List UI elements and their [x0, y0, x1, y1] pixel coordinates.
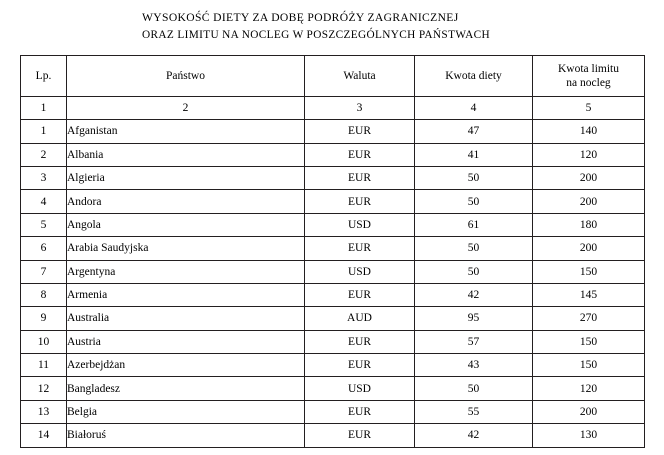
- cell-country: Angola: [67, 213, 305, 236]
- cell-diet: 50: [415, 166, 533, 189]
- cell-country: Afganistan: [67, 120, 305, 143]
- cell-diet: 61: [415, 213, 533, 236]
- header-limit-line-2: na nocleg: [566, 77, 611, 90]
- cell-lp: 14: [21, 424, 67, 447]
- cell-lp: 4: [21, 190, 67, 213]
- cell-diet: 57: [415, 330, 533, 353]
- table-row: [21, 377, 645, 400]
- table-row: [21, 166, 645, 189]
- cell-currency: EUR: [305, 330, 415, 353]
- cell-country: Armenia: [67, 283, 305, 306]
- cell-limit: 120: [533, 377, 645, 400]
- cell-diet: 50: [415, 237, 533, 260]
- cell-country: Austria: [67, 330, 305, 353]
- cell-lp: 11: [21, 354, 67, 377]
- table-row: [21, 283, 645, 306]
- cell-currency: EUR: [305, 237, 415, 260]
- cell-limit: 140: [533, 120, 645, 143]
- cell-country: Belgia: [67, 400, 305, 423]
- cell-country: Azerbejdżan: [67, 354, 305, 377]
- cell-country: Bangladesz: [67, 377, 305, 400]
- cell-diet: 42: [415, 424, 533, 447]
- cell-diet: 41: [415, 143, 533, 166]
- cell-limit: 150: [533, 260, 645, 283]
- column-number-3: 3: [305, 97, 415, 120]
- cell-currency: USD: [305, 377, 415, 400]
- header-diet: Kwota diety: [415, 56, 533, 97]
- header-country: Państwo: [67, 56, 305, 97]
- cell-diet: 50: [415, 190, 533, 213]
- cell-diet: 50: [415, 260, 533, 283]
- cell-limit: 270: [533, 307, 645, 330]
- cell-currency: AUD: [305, 307, 415, 330]
- cell-currency: EUR: [305, 143, 415, 166]
- cell-country: Argentyna: [67, 260, 305, 283]
- cell-lp: 3: [21, 166, 67, 189]
- table-row: [21, 307, 645, 330]
- cell-country: Białoruś: [67, 424, 305, 447]
- cell-country: Albania: [67, 143, 305, 166]
- cell-currency: EUR: [305, 354, 415, 377]
- cell-limit: 150: [533, 330, 645, 353]
- table-row: [21, 424, 645, 447]
- title-line-2: ORAZ LIMITU NA NOCLEG W POSZCZEGÓLNYCH PAŃSTWACH: [142, 28, 490, 41]
- table-header-row: [21, 56, 645, 97]
- cell-lp: 10: [21, 330, 67, 353]
- table-row: [21, 354, 645, 377]
- cell-currency: EUR: [305, 190, 415, 213]
- cell-limit: 180: [533, 213, 645, 236]
- cell-lp: 7: [21, 260, 67, 283]
- cell-lp: 1: [21, 120, 67, 143]
- cell-limit: 200: [533, 237, 645, 260]
- cell-diet: 50: [415, 377, 533, 400]
- cell-currency: EUR: [305, 166, 415, 189]
- cell-diet: 43: [415, 354, 533, 377]
- header-limit: [533, 56, 645, 97]
- table-row: [21, 120, 645, 143]
- column-number-4: 4: [415, 97, 533, 120]
- cell-diet: 47: [415, 120, 533, 143]
- cell-diet: 42: [415, 283, 533, 306]
- table-row: [21, 237, 645, 260]
- cell-limit: 200: [533, 166, 645, 189]
- cell-limit: 150: [533, 354, 645, 377]
- cell-diet: 55: [415, 400, 533, 423]
- cell-country: Algieria: [67, 166, 305, 189]
- column-number-5: 5: [533, 97, 645, 120]
- cell-currency: USD: [305, 260, 415, 283]
- document-title: [0, 0, 664, 43]
- table-row: [21, 213, 645, 236]
- cell-currency: EUR: [305, 120, 415, 143]
- cell-lp: 6: [21, 237, 67, 260]
- cell-currency: EUR: [305, 283, 415, 306]
- cell-lp: 9: [21, 307, 67, 330]
- cell-country: Arabia Saudyjska: [67, 237, 305, 260]
- cell-lp: 2: [21, 143, 67, 166]
- column-number-2: 2: [67, 97, 305, 120]
- cell-country: Australia: [67, 307, 305, 330]
- cell-country: Andora: [67, 190, 305, 213]
- cell-diet: 95: [415, 307, 533, 330]
- column-number-1: 1: [21, 97, 67, 120]
- table-row: [21, 143, 645, 166]
- cell-limit: 200: [533, 400, 645, 423]
- cell-currency: EUR: [305, 400, 415, 423]
- cell-lp: 13: [21, 400, 67, 423]
- header-currency: Waluta: [305, 56, 415, 97]
- header-limit-line-1: Kwota limitu: [557, 62, 619, 75]
- cell-currency: USD: [305, 213, 415, 236]
- cell-lp: 5: [21, 213, 67, 236]
- allowance-table: [20, 55, 645, 447]
- cell-limit: 130: [533, 424, 645, 447]
- column-number-row: [21, 97, 645, 120]
- table-row: [21, 260, 645, 283]
- cell-lp: 8: [21, 283, 67, 306]
- header-lp: Lp.: [21, 56, 67, 97]
- cell-limit: 120: [533, 143, 645, 166]
- table-row: [21, 190, 645, 213]
- cell-limit: 200: [533, 190, 645, 213]
- cell-currency: EUR: [305, 424, 415, 447]
- cell-lp: 12: [21, 377, 67, 400]
- table-row: [21, 330, 645, 353]
- title-line-1: WYSOKOŚĆ DIETY ZA DOBĘ PODRÓŻY ZAGRANICZNEJ: [142, 11, 459, 24]
- cell-limit: 145: [533, 283, 645, 306]
- table-row: [21, 400, 645, 423]
